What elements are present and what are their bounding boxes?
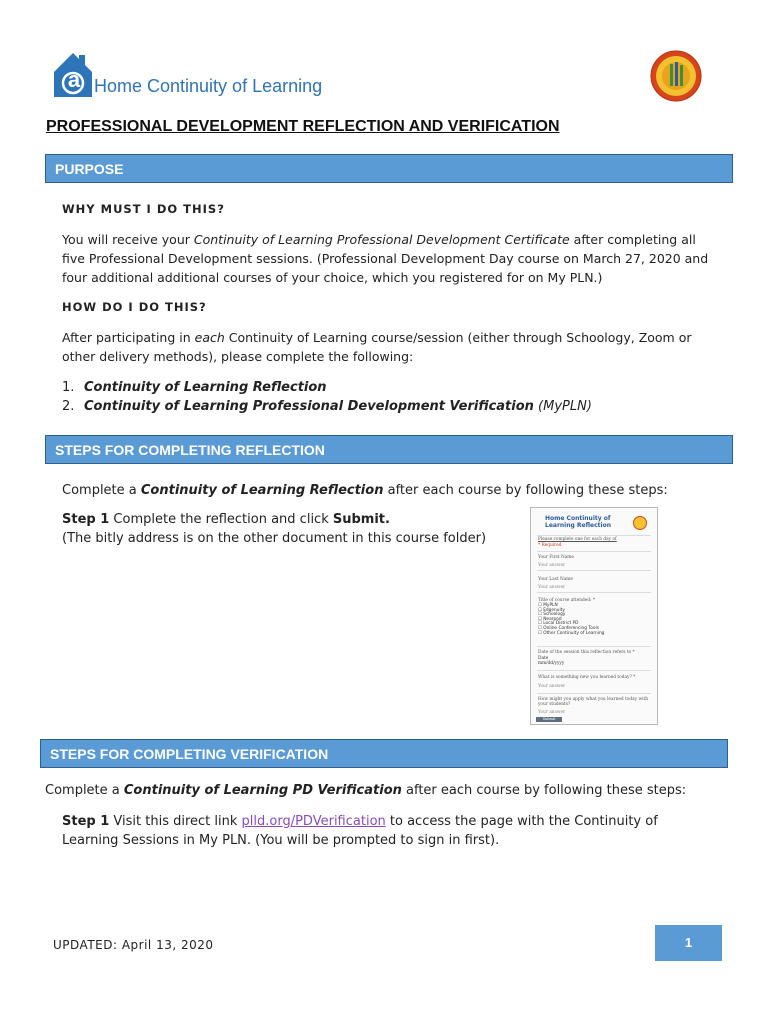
form-date-format: mm/dd/yyyy xyxy=(538,661,565,666)
how-heading: HOW DO I DO THIS? xyxy=(62,300,207,314)
seal-icon xyxy=(633,516,647,530)
verification-step-1: Step 1 Visit this direct link plld.org/PDVerification to access the page with the Continuity of Learning Sessions in My PLN. (You will be prompted to sign in first). xyxy=(62,814,658,848)
form-header xyxy=(537,514,653,534)
verification-link[interactable]: plld.org/PDVerification xyxy=(241,814,386,829)
page-number: 1 xyxy=(655,925,722,961)
why-paragraph: You will receive your Continuity of Learning Professional Development Certificate after completing all five Professional Development sessions. (Professional Development Day course on March 27, 2020 and four additional additional courses of your choice, which you registered for on My PLN.) xyxy=(62,232,709,285)
form-course-options: ☐ MyPLN ☐ Edgenuity ☐ Schoology ☐ Nearpod ☐ Local District PD ☐ Online Conferencing Tools ☐ Other Continuity of Learning xyxy=(538,603,605,636)
form-learned-label: What is something new you learned today? * xyxy=(538,675,636,680)
document-title: PROFESSIONAL DEVELOPMENT REFLECTION AND VERIFICATION xyxy=(46,118,560,135)
verification-intro: Complete a Continuity of Learning PD Verification after each course by following these steps: xyxy=(45,783,687,798)
logo-text: Home Continuity of Learning xyxy=(94,76,323,96)
reflection-step-1: Step 1 Complete the reflection and click Submit. (The bitly address is on the other document in this course folder) xyxy=(62,512,487,546)
updated-date: UPDATED: April 13, 2020 xyxy=(53,938,214,952)
list-item: 1. Continuity of Learning Reflection xyxy=(62,380,327,395)
verification-heading: STEPS FOR COMPLETING VERIFICATION xyxy=(40,739,728,768)
form-learned-input: Your answer xyxy=(538,684,566,689)
form-first-name-input: Your answer xyxy=(538,563,566,568)
form-apply-input: Your answer xyxy=(538,710,566,715)
form-first-name-label: Your First Name xyxy=(538,555,574,560)
form-apply-label: How might you apply what you learned today with your students? xyxy=(538,697,648,707)
home-col-logo xyxy=(50,50,323,100)
tasks-list xyxy=(62,378,592,416)
form-course-label: Title of course attended: * xyxy=(538,598,596,603)
form-last-name-input: Your answer xyxy=(538,585,566,590)
form-required: * Required xyxy=(538,543,562,548)
form-date-label: Date of the session this reflection refers to * xyxy=(538,650,635,655)
form-last-name-label: Your Last Name xyxy=(538,577,573,582)
form-date-field: Date xyxy=(538,656,549,661)
form-note: Please complete one for each day of xyxy=(538,537,617,542)
district-seal-icon xyxy=(650,50,702,102)
logo-letter: a xyxy=(67,67,81,92)
reflection-heading: STEPS FOR COMPLETING REFLECTION xyxy=(45,435,733,464)
list-item: 2. Continuity of Learning Professional Development Verification (MyPLN) xyxy=(62,399,592,414)
reflection-intro: Complete a Continuity of Learning Reflection after each course by following these steps: xyxy=(62,483,668,498)
reflection-form-thumbnail xyxy=(530,507,658,725)
how-paragraph: After participating in each Continuity of Learning course/session (either through Schoology, Zoom or other delivery methods), please complete the following: xyxy=(62,330,692,364)
form-submit-button: Submit xyxy=(536,717,562,722)
purpose-heading: PURPOSE xyxy=(45,154,733,183)
why-heading: WHY MUST I DO THIS? xyxy=(62,202,225,216)
form-title: Home Continuity of Learning Reflection xyxy=(545,515,611,529)
